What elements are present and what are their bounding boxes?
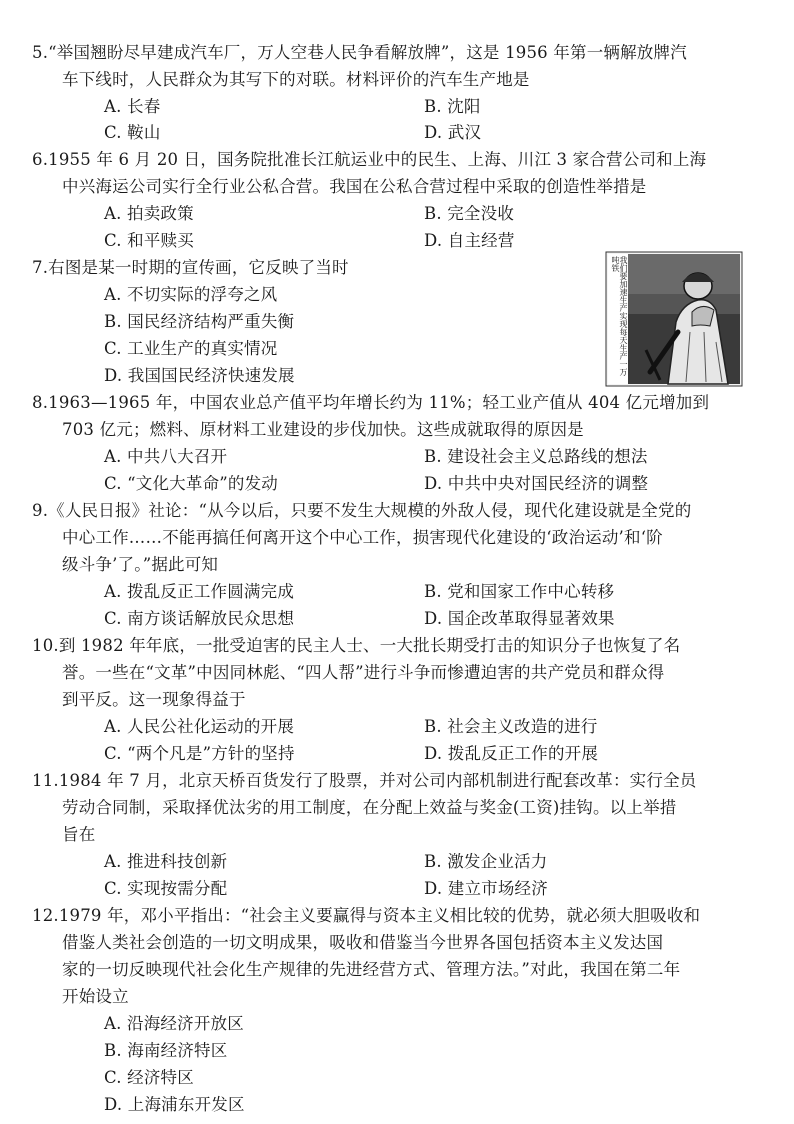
option-b[interactable]: B. 建设社会主义总路线的想法 bbox=[424, 447, 648, 466]
option-a[interactable]: A. 不切实际的浮夸之风 bbox=[104, 285, 278, 304]
option-b[interactable]: B. 海南经济特区 bbox=[104, 1041, 228, 1060]
question-stem-line: 家的一切反映现代社会化生产规律的先进经营方式、管理方法。”对此，我国在第二年 bbox=[62, 960, 681, 979]
question-stem-line: 703 亿元；燃料、原材料工业建设的步伐加快。这些成就取得的原因是 bbox=[62, 420, 584, 439]
option-d[interactable]: D. 国企改革取得显著效果 bbox=[424, 609, 615, 628]
question-stem-line: 12.1979 年，邓小平指出：“社会主义要赢得与资本主义相比较的优势，就必须大胆吸收和 bbox=[32, 906, 701, 925]
question-stem-line: 旨在 bbox=[62, 825, 96, 844]
option-a[interactable]: A. 推进科技创新 bbox=[104, 852, 228, 871]
option-b[interactable]: B. 激发企业活力 bbox=[424, 852, 548, 871]
option-d[interactable]: D. 我国国民经济快速发展 bbox=[104, 366, 295, 385]
question-stem-line: 9.《人民日报》社论：“从今以后，只要不发生大规模的外敌人侵，现代化建设就是全党的 bbox=[32, 501, 692, 520]
option-a[interactable]: A. 拍卖政策 bbox=[104, 204, 194, 223]
option-a[interactable]: A. 长春 bbox=[104, 97, 161, 116]
propaganda-poster-figure bbox=[606, 252, 742, 386]
question-stem-line: 级斗争’了。”据此可知 bbox=[62, 555, 219, 574]
option-d[interactable]: D. 上海浦东开发区 bbox=[104, 1095, 245, 1114]
question-stem-line: 誉。一些在“文革”中因同林彪、“四人帮”进行斗争而惨遭迫害的共产党员和群众得 bbox=[62, 663, 665, 682]
option-c[interactable]: C. 和平赎买 bbox=[104, 231, 194, 250]
question-stem-line: 借鉴人类社会创造的一切文明成果，吸收和借鉴当今世界各国包括资本主义发达国 bbox=[62, 933, 664, 952]
question-stem-line: 5.“举国翘盼尽早建成汽车厂，万人空巷人民争看解放牌”，这是 1956 年第一辆解放牌汽 bbox=[32, 43, 687, 62]
option-b[interactable]: B. 社会主义改造的进行 bbox=[424, 717, 598, 736]
option-b[interactable]: B. 国民经济结构严重失衡 bbox=[104, 312, 295, 331]
question-stem-line: 中心工作……不能再搞任何离开这个中心工作，损害现代化建设的‘政治运动’和‘阶 bbox=[62, 528, 663, 547]
option-a[interactable]: A. 人民公社化运动的开展 bbox=[104, 717, 295, 736]
option-c[interactable]: C. 经济特区 bbox=[104, 1068, 194, 1087]
option-c[interactable]: C. 鞍山 bbox=[104, 123, 161, 142]
option-a[interactable]: A. 沿海经济开放区 bbox=[104, 1014, 244, 1033]
option-a[interactable]: A. 中共八大召开 bbox=[104, 447, 228, 466]
question-stem-line: 开始设立 bbox=[62, 987, 129, 1006]
question-stem-line: 车下线时，人民群众为其写下的对联。材料评价的汽车生产地是 bbox=[62, 70, 530, 89]
question-stem-line: 11.1984 年 7 月，北京天桥百货发行了股票，并对公司内部机制进行配套改革：实行全员 bbox=[32, 771, 697, 790]
option-c[interactable]: C. “两个凡是”方针的坚持 bbox=[104, 744, 295, 763]
option-a[interactable]: A. 拨乱反正工作圆满完成 bbox=[104, 582, 295, 601]
option-d[interactable]: D. 建立市场经济 bbox=[424, 879, 548, 898]
question-stem-line: 6.1955 年 6 月 20 日，国务院批准长江航运业中的民生、上海、川江 3 家合营公司和上海 bbox=[32, 150, 707, 169]
option-d[interactable]: D. 中共中央对国民经济的调整 bbox=[424, 474, 649, 493]
question-stem-line: 7.右图是某一时期的宣传画，它反映了当时 bbox=[32, 258, 349, 277]
option-d[interactable]: D. 拨乱反正工作的开展 bbox=[424, 744, 599, 763]
option-d[interactable]: D. 武汉 bbox=[424, 123, 482, 142]
option-b[interactable]: B. 沈阳 bbox=[424, 97, 481, 116]
question-stem-line: 10.到 1982 年年底，一批受迫害的民主人士、一大批长期受打击的知识分子也恢复了名 bbox=[32, 636, 681, 655]
option-b[interactable]: B. 党和国家工作中心转移 bbox=[424, 582, 615, 601]
option-c[interactable]: C. 实现按需分配 bbox=[104, 879, 228, 898]
question-stem-line: 中兴海运公司实行全行业公私合营。我国在公私合营过程中采取的创造性举措是 bbox=[62, 177, 647, 196]
question-stem-line: 劳动合同制，采取择优汰劣的用工制度，在分配上效益与奖金(工资)挂钩。以上举措 bbox=[62, 798, 677, 817]
option-c[interactable]: C. 工业生产的真实情况 bbox=[104, 339, 278, 358]
option-b[interactable]: B. 完全没收 bbox=[424, 204, 515, 223]
option-d[interactable]: D. 自主经营 bbox=[424, 231, 515, 250]
poster-vertical-caption: 我们要加速生产实现每天生产一万吨铁 bbox=[611, 256, 628, 376]
option-c[interactable]: C. 南方谈话解放民众思想 bbox=[104, 609, 295, 628]
question-stem-line: 8.1963—1965 年，中国农业总产值平均年增长约为 11%；轻工业产值从 404 亿元增加到 bbox=[32, 393, 710, 412]
question-stem-line: 到平反。这一现象得益于 bbox=[62, 690, 246, 709]
option-c[interactable]: C. “文化大革命”的发动 bbox=[104, 474, 279, 493]
